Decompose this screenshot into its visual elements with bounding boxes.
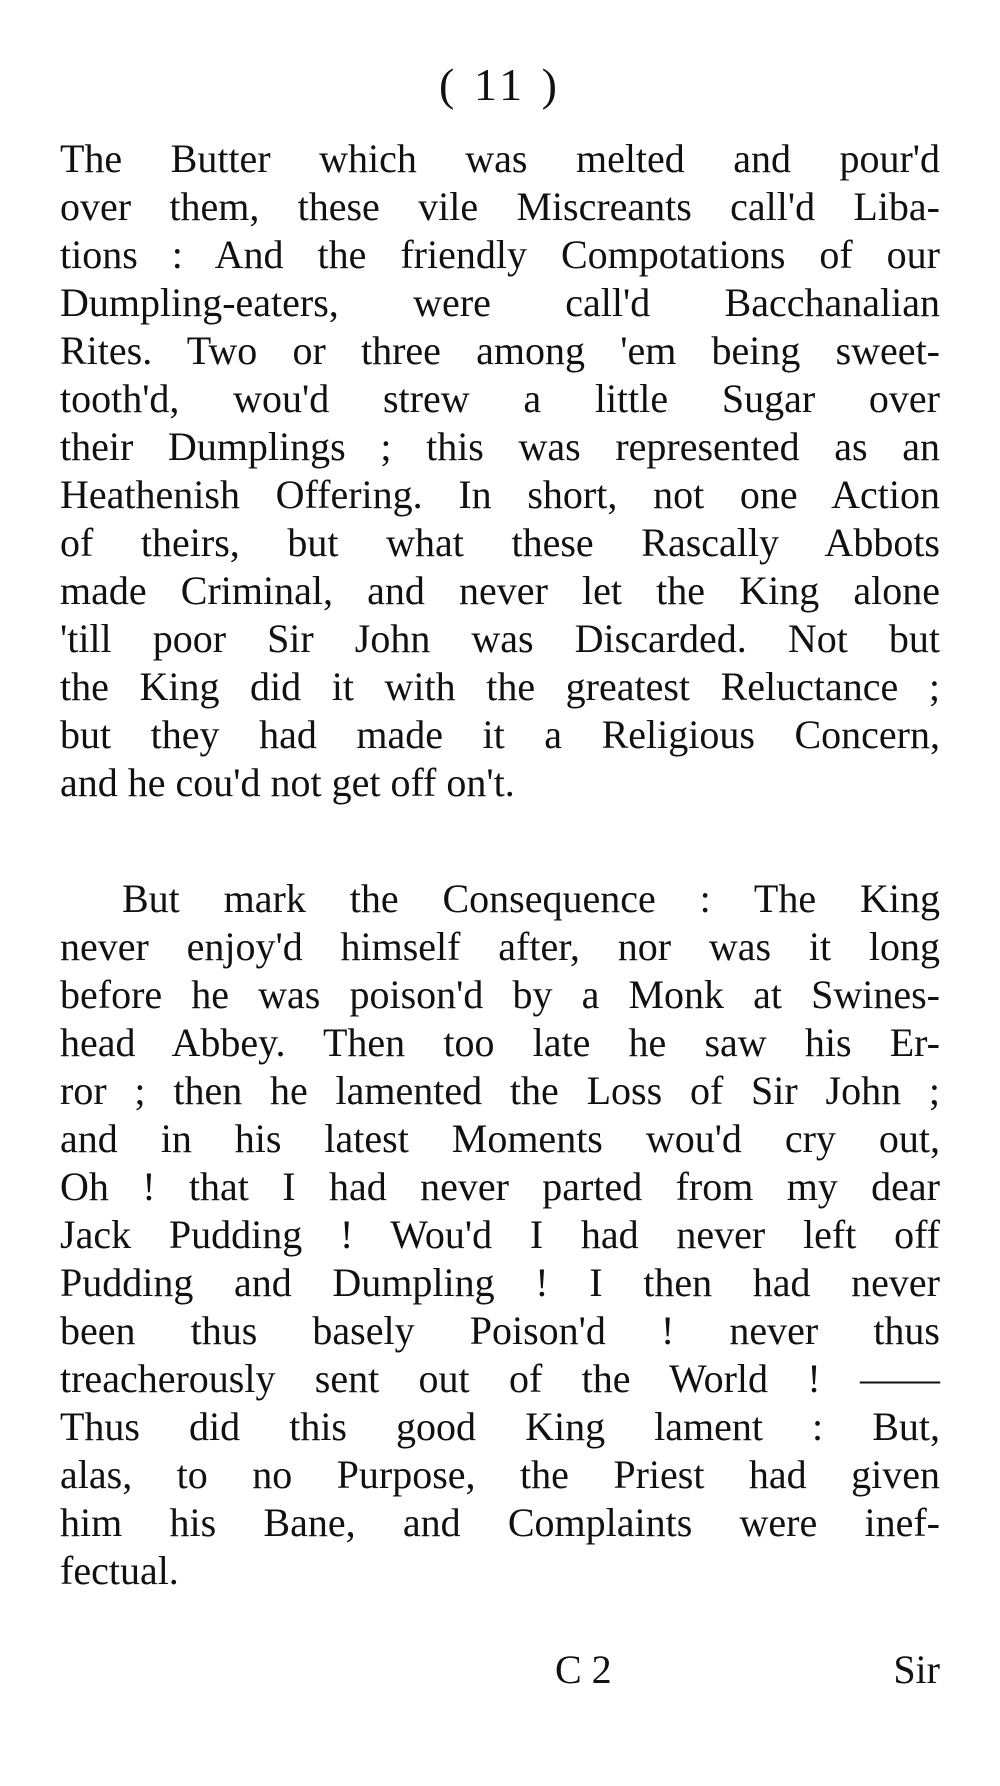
paragraph-line: fectual. — [60, 1548, 179, 1593]
paragraph-line: 'till poor Sir John was Discarded. Not but — [60, 616, 940, 661]
page-footer — [0, 1640, 1000, 1700]
paragraph-line: treacherously sent out of the World ! —— — [60, 1356, 940, 1401]
paragraph-line: the King did it with the greatest Reluctance ; — [60, 664, 940, 709]
paragraph-line: never enjoy'd himself after, nor was it long — [60, 924, 940, 969]
paragraph-line: Rites. Two or three among 'em being sweet- — [60, 328, 940, 373]
paragraph-line: and in his latest Moments wou'd cry out, — [60, 1116, 940, 1161]
paragraph-line: been thus basely Poison'd ! never thus — [60, 1308, 940, 1353]
paragraph-line: The Butter which was melted and pour'd — [60, 136, 940, 181]
paragraph-line: Jack Pudding ! Wou'd I had never left off — [60, 1212, 940, 1257]
paragraph-line: him his Bane, and Complaints were inef- — [60, 1500, 940, 1545]
paragraph-line: but they had made it a Religious Concern, — [60, 712, 940, 757]
paragraph-2 — [60, 875, 940, 1595]
catchword: Sir — [893, 1647, 940, 1692]
paragraph-line: Dumpling-eaters, were call'd Bacchanalian — [60, 280, 940, 325]
signature-mark: C 2 — [555, 1647, 612, 1692]
paragraph-line: Heathenish Offering. In short, not one Action — [60, 472, 940, 517]
paragraph-line: made Criminal, and never let the King alone — [60, 568, 940, 613]
paragraph-line: Oh ! that I had never parted from my dear — [60, 1164, 940, 1209]
paragraph-line: and he cou'd not get off on't. — [60, 760, 515, 805]
paragraph-line: But mark the Consequence : The King — [122, 876, 940, 921]
paragraph-line: their Dumplings ; this was represented as an — [60, 424, 940, 469]
paragraph-line: over them, these vile Miscreants call'd Liba- — [60, 184, 940, 229]
paragraph-1 — [60, 135, 940, 807]
paragraph-line: tooth'd, wou'd strew a little Sugar over — [60, 376, 940, 421]
paragraph-line: before he was poison'd by a Monk at Swines- — [60, 972, 940, 1017]
paragraph-line: tions : And the friendly Compotations of our — [60, 232, 940, 277]
page-number: ( 11 ) — [439, 59, 561, 110]
paragraph-line: Thus did this good King lament : But, — [60, 1404, 940, 1449]
paragraph-line: head Abbey. Then too late he saw his Er- — [60, 1020, 940, 1065]
paragraph-line: of theirs, but what these Rascally Abbots — [60, 520, 940, 565]
paragraph-line: alas, to no Purpose, the Priest had given — [60, 1452, 940, 1497]
paragraph-line: ror ; then he lamented the Loss of Sir John ; — [60, 1068, 940, 1113]
paragraph-line: Pudding and Dumpling ! I then had never — [60, 1260, 940, 1305]
